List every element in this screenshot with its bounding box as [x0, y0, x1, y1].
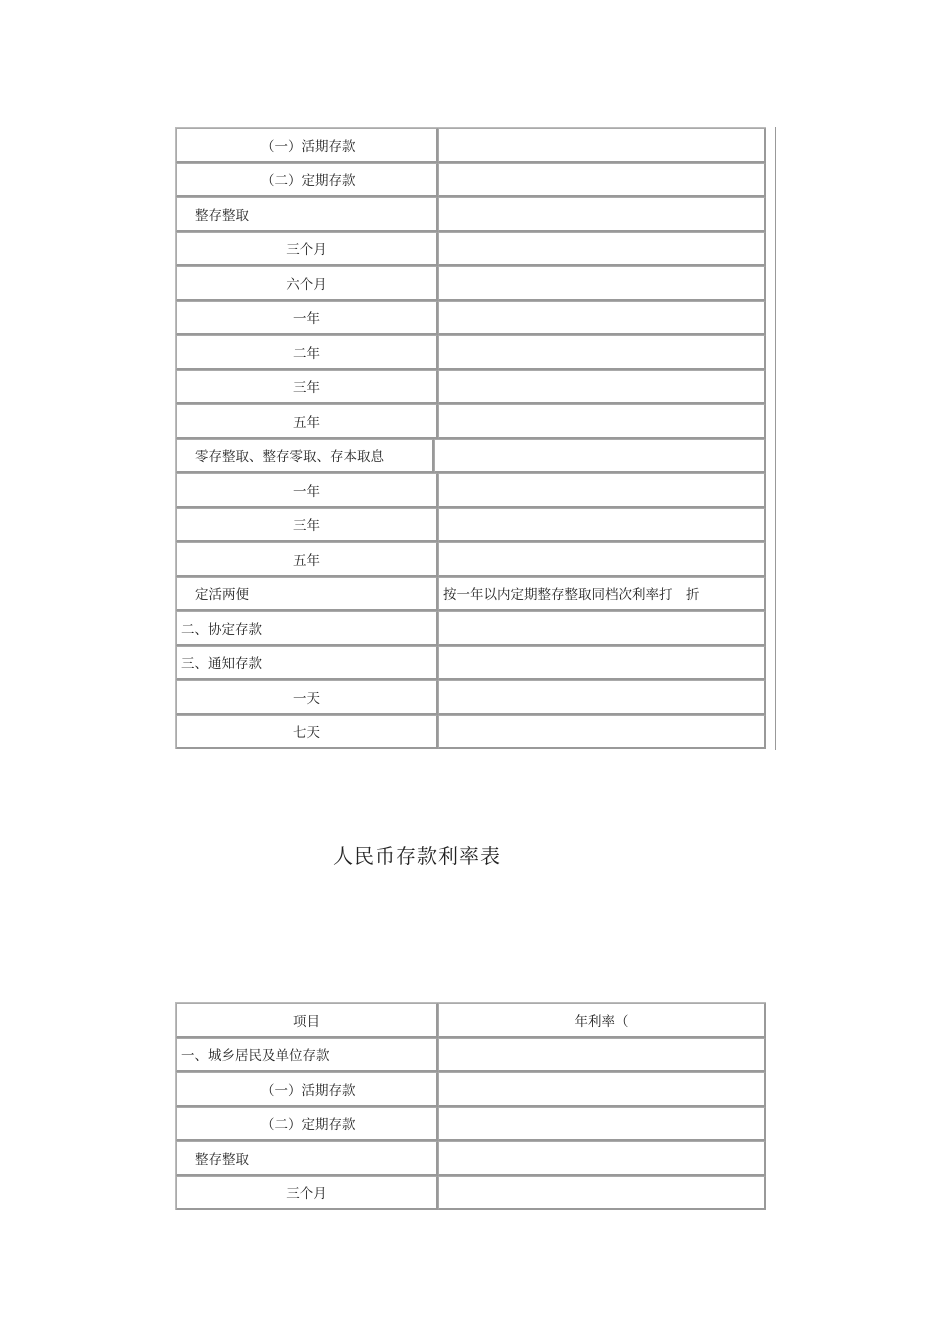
row-label: 二、协定存款 [176, 611, 438, 646]
table-row [176, 715, 766, 750]
row-label: （一）活期存款 [176, 128, 438, 163]
table-row [176, 646, 766, 681]
row-value [438, 266, 766, 301]
row-label: 三年 [176, 370, 438, 405]
row-value [438, 163, 766, 198]
row-value [438, 1107, 766, 1142]
row-label: 一、城乡居民及单位存款 [176, 1038, 438, 1073]
row-value [434, 439, 766, 474]
row-value [438, 473, 766, 508]
row-label: （一）活期存款 [176, 1072, 438, 1107]
row-label: 整存整取 [176, 197, 438, 232]
table-row [176, 1176, 766, 1211]
rate-table [175, 1002, 766, 1210]
table-row [176, 301, 766, 336]
row-value [438, 1072, 766, 1107]
row-value [438, 680, 766, 715]
table-row [176, 508, 766, 543]
table-row [176, 266, 766, 301]
row-label: （二）定期存款 [176, 163, 438, 198]
row-label: 三个月 [176, 232, 438, 267]
row-label: 一天 [176, 680, 438, 715]
row-label: 三个月 [176, 1176, 438, 1211]
table-row [176, 404, 766, 439]
row-label: 七天 [176, 715, 438, 750]
row-value [438, 542, 766, 577]
page-title: 人民币存款利率表 [333, 844, 501, 868]
row-value [438, 1038, 766, 1073]
row-label: 三年 [176, 508, 438, 543]
table-row [176, 1072, 766, 1107]
row-value [438, 611, 766, 646]
table-row [176, 1107, 766, 1142]
rate-table-continued [175, 127, 766, 749]
table-right-border [775, 127, 776, 750]
row-label: 整存整取 [176, 1141, 438, 1176]
table-row [176, 439, 766, 474]
row-value [438, 197, 766, 232]
table-row [176, 163, 766, 198]
row-value [438, 232, 766, 267]
row-value [438, 1176, 766, 1211]
table-row [176, 680, 766, 715]
row-value [438, 404, 766, 439]
table-row [176, 577, 766, 612]
table-row [176, 370, 766, 405]
row-value [438, 646, 766, 681]
row-value [438, 508, 766, 543]
table-row [176, 128, 766, 163]
table-row [176, 335, 766, 370]
row-value [438, 370, 766, 405]
row-label: 零存整取、整存零取、存本取息 [176, 439, 434, 474]
table-row [176, 197, 766, 232]
row-label: 三、通知存款 [176, 646, 438, 681]
column-header-rate: 年利率（ [438, 1003, 766, 1038]
row-value [438, 715, 766, 750]
row-value: 按一年以内定期整存整取同档次利率打 折 [438, 577, 766, 612]
row-label: （二）定期存款 [176, 1107, 438, 1142]
row-label: 五年 [176, 542, 438, 577]
table-row [176, 1038, 766, 1073]
row-label: 一年 [176, 473, 438, 508]
row-label: 二年 [176, 335, 438, 370]
row-label: 定活两便 [176, 577, 438, 612]
row-value [438, 335, 766, 370]
table-header-row [176, 1003, 766, 1038]
row-label: 五年 [176, 404, 438, 439]
table-row [176, 611, 766, 646]
row-value [438, 301, 766, 336]
table-row [176, 542, 766, 577]
column-header-item: 项目 [176, 1003, 438, 1038]
row-label: 一年 [176, 301, 438, 336]
table-row [176, 1141, 766, 1176]
row-label: 六个月 [176, 266, 438, 301]
table-row [176, 473, 766, 508]
table-row [176, 232, 766, 267]
row-value [438, 128, 766, 163]
row-value [438, 1141, 766, 1176]
